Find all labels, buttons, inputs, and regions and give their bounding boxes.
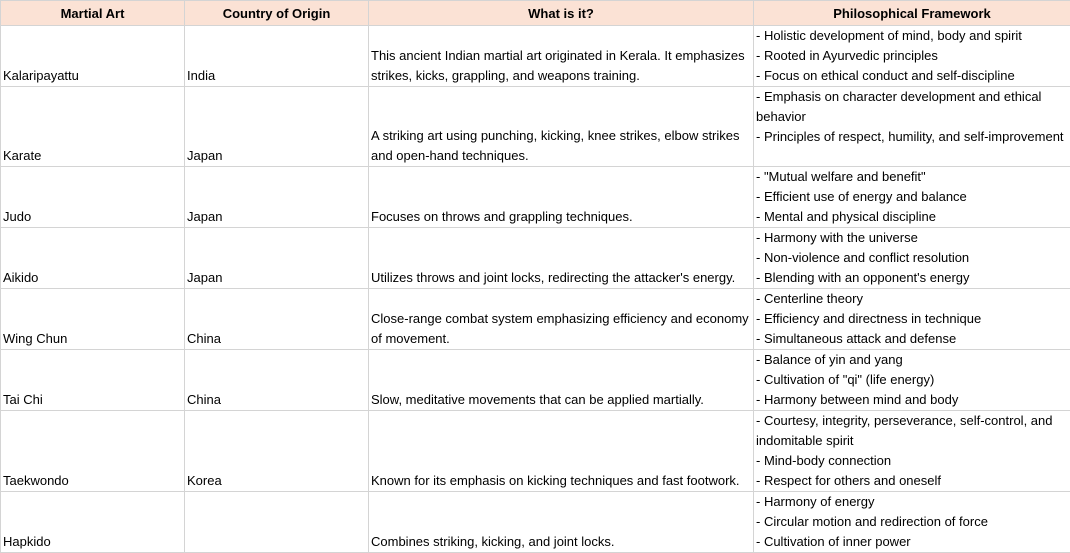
table-row: [1, 228, 1070, 289]
cell-art[interactable]: Judo: [1, 167, 185, 228]
cell-philosophy[interactable]: [754, 411, 1070, 492]
cell-art[interactable]: Karate: [1, 87, 185, 167]
cell-desc[interactable]: This ancient Indian martial art originated in Kerala. It emphasizes strikes, kicks, grappling, and weapons training.: [369, 26, 754, 87]
philosophy-line: - "Mutual welfare and benefit": [756, 167, 1068, 187]
cell-desc[interactable]: Slow, meditative movements that can be applied martially.: [369, 350, 754, 411]
cell-art[interactable]: Tai Chi: [1, 350, 185, 411]
table-row: [1, 87, 1070, 167]
philosophy-line: - Focus on ethical conduct and self-discipline: [756, 66, 1068, 86]
cell-country[interactable]: China: [185, 350, 369, 411]
cell-desc[interactable]: Utilizes throws and joint locks, redirecting the attacker's energy.: [369, 228, 754, 289]
philosophy-line: - Principles of respect, humility, and self-improvement: [756, 127, 1068, 147]
header-country[interactable]: Country of Origin: [185, 1, 369, 26]
philosophy-line: - Holistic development of mind, body and spirit: [756, 26, 1068, 46]
cell-country[interactable]: India: [185, 26, 369, 87]
philosophy-line: - Courtesy, integrity, perseverance, self-control, and indomitable spirit: [756, 411, 1068, 451]
philosophy-line: - Harmony between mind and body: [756, 390, 1068, 410]
philosophy-line: - Non-violence and conflict resolution: [756, 248, 1068, 268]
cell-art[interactable]: Taekwondo: [1, 411, 185, 492]
cell-desc[interactable]: Close-range combat system emphasizing efficiency and economy of movement.: [369, 289, 754, 350]
philosophy-line: - Efficiency and directness in technique: [756, 309, 1068, 329]
cell-philosophy[interactable]: [754, 167, 1070, 228]
cell-desc[interactable]: Known for its emphasis on kicking techniques and fast footwork.: [369, 411, 754, 492]
philosophy-line: - Harmony of energy: [756, 492, 1068, 512]
cell-philosophy[interactable]: [754, 26, 1070, 87]
table-row: [1, 289, 1070, 350]
philosophy-line: - Balance of yin and yang: [756, 350, 1068, 370]
table-row: [1, 350, 1070, 411]
cell-country[interactable]: Japan: [185, 167, 369, 228]
philosophy-line: - Cultivation of inner power: [756, 532, 1068, 552]
cell-country[interactable]: Korea: [185, 411, 369, 492]
header-what-is-it[interactable]: What is it?: [369, 1, 754, 26]
cell-philosophy[interactable]: [754, 228, 1070, 289]
cell-philosophy[interactable]: [754, 492, 1070, 553]
table-row: [1, 492, 1070, 553]
philosophy-line: - Harmony with the universe: [756, 228, 1068, 248]
cell-country[interactable]: [185, 492, 369, 553]
philosophy-line: - Centerline theory: [756, 289, 1068, 309]
philosophy-line: - Simultaneous attack and defense: [756, 329, 1068, 349]
philosophy-line: - Rooted in Ayurvedic principles: [756, 46, 1068, 66]
cell-art[interactable]: Kalaripayattu: [1, 26, 185, 87]
cell-philosophy[interactable]: [754, 350, 1070, 411]
cell-desc[interactable]: Focuses on throws and grappling techniques.: [369, 167, 754, 228]
philosophy-line: - Efficient use of energy and balance: [756, 187, 1068, 207]
cell-desc[interactable]: Combines striking, kicking, and joint locks.: [369, 492, 754, 553]
header-philosophy[interactable]: Philosophical Framework: [754, 1, 1070, 26]
cell-country[interactable]: Japan: [185, 228, 369, 289]
philosophy-line: - Mind-body connection: [756, 451, 1068, 471]
table-row: [1, 411, 1070, 492]
table-row: [1, 167, 1070, 228]
cell-desc[interactable]: A striking art using punching, kicking, knee strikes, elbow strikes and open-hand techniques.: [369, 87, 754, 167]
cell-art[interactable]: Aikido: [1, 228, 185, 289]
cell-country[interactable]: Japan: [185, 87, 369, 167]
philosophy-line: - Mental and physical discipline: [756, 207, 1068, 227]
cell-art[interactable]: Wing Chun: [1, 289, 185, 350]
header-martial-art[interactable]: Martial Art: [1, 1, 185, 26]
cell-philosophy[interactable]: [754, 289, 1070, 350]
philosophy-line: - Circular motion and redirection of force: [756, 512, 1068, 532]
philosophy-line: - Emphasis on character development and ethical behavior: [756, 87, 1068, 127]
philosophy-line: - Blending with an opponent's energy: [756, 268, 1068, 288]
philosophy-line: - Cultivation of "qi" (life energy): [756, 370, 1068, 390]
cell-art[interactable]: Hapkido: [1, 492, 185, 553]
cell-country[interactable]: China: [185, 289, 369, 350]
philosophy-line: - Respect for others and oneself: [756, 471, 1068, 491]
cell-philosophy[interactable]: [754, 87, 1070, 167]
table-row: [1, 26, 1070, 87]
header-row: [1, 1, 1070, 26]
